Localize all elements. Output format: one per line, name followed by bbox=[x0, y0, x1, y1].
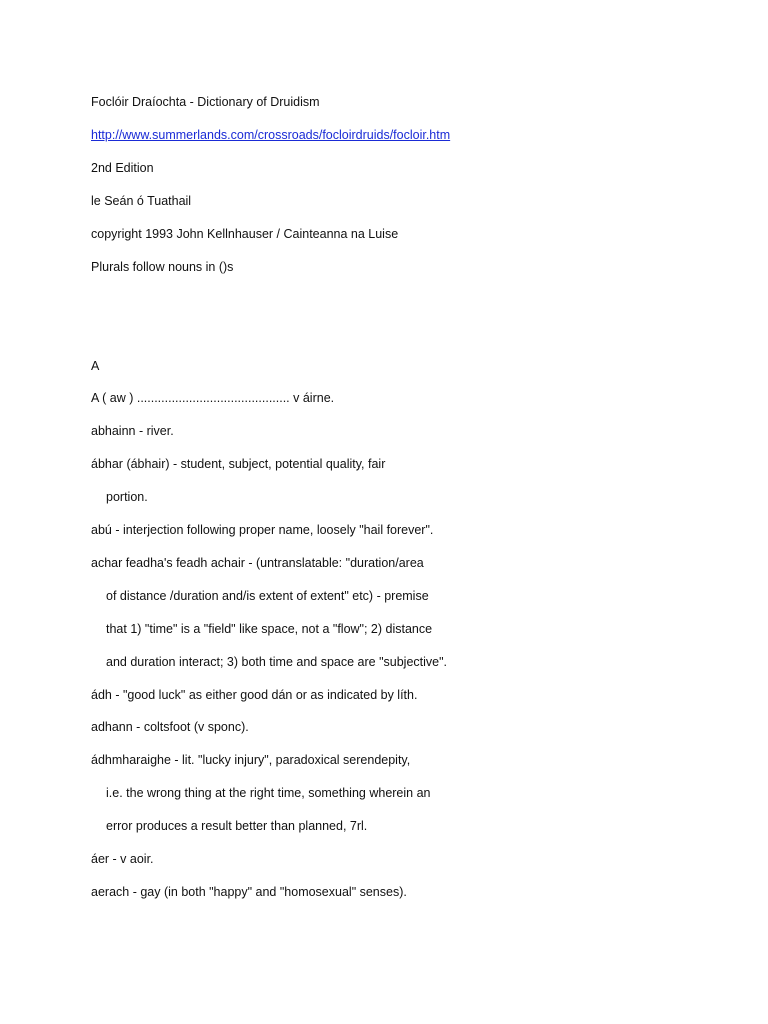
section-letter-heading: A bbox=[91, 359, 100, 373]
entry-line: áer - v aoir. bbox=[91, 852, 154, 866]
entry-line: aerach - gay (in both "happy" and "homosexual" senses). bbox=[91, 885, 407, 899]
plurals-note: Plurals follow nouns in ()s bbox=[91, 260, 234, 274]
copyright-text: copyright 1993 John Kellnhauser / Cainteanna na Luise bbox=[91, 227, 399, 241]
entry-continuation-line: portion. bbox=[106, 490, 148, 504]
entry-line: ádhmharaighe - lit. "lucky injury", paradoxical serendepity, bbox=[91, 753, 411, 767]
edition-text: 2nd Edition bbox=[91, 161, 154, 175]
entry-continuation-line: that 1) "time" is a "field" like space, not a "flow"; 2) distance bbox=[106, 622, 433, 636]
document-title: Foclóir Draíochta - Dictionary of Druidism bbox=[91, 95, 320, 109]
entry-continuation-line: error produces a result better than planned, 7rl. bbox=[106, 819, 368, 833]
entry-line: adhann - coltsfoot (v sponc). bbox=[91, 720, 249, 734]
entry-line: abú - interjection following proper name, loosely "hail forever". bbox=[91, 523, 434, 537]
entry-line: achar feadha's feadh achair - (untranslatable: "duration/area bbox=[91, 556, 424, 570]
entry-line: abhainn - river. bbox=[91, 424, 174, 438]
entry-line: ábhar (ábhair) - student, subject, potential quality, fair bbox=[91, 457, 386, 471]
entry-continuation-line: of distance /duration and/is extent of extent" etc) - premise bbox=[106, 589, 429, 603]
entry-line: A ( aw ) ............................................ v áirne. bbox=[91, 391, 335, 405]
author-text: le Seán ó Tuathail bbox=[91, 194, 192, 208]
source-url-link[interactable]: http://www.summerlands.com/crossroads/focloirdruids/focloir.htm bbox=[91, 128, 451, 142]
entry-continuation-line: and duration interact; 3) both time and space are "subjective". bbox=[106, 655, 448, 669]
entry-continuation-line: i.e. the wrong thing at the right time, something wherein an bbox=[106, 786, 431, 800]
entry-line: ádh - "good luck" as either good dán or as indicated by líth. bbox=[91, 688, 418, 702]
